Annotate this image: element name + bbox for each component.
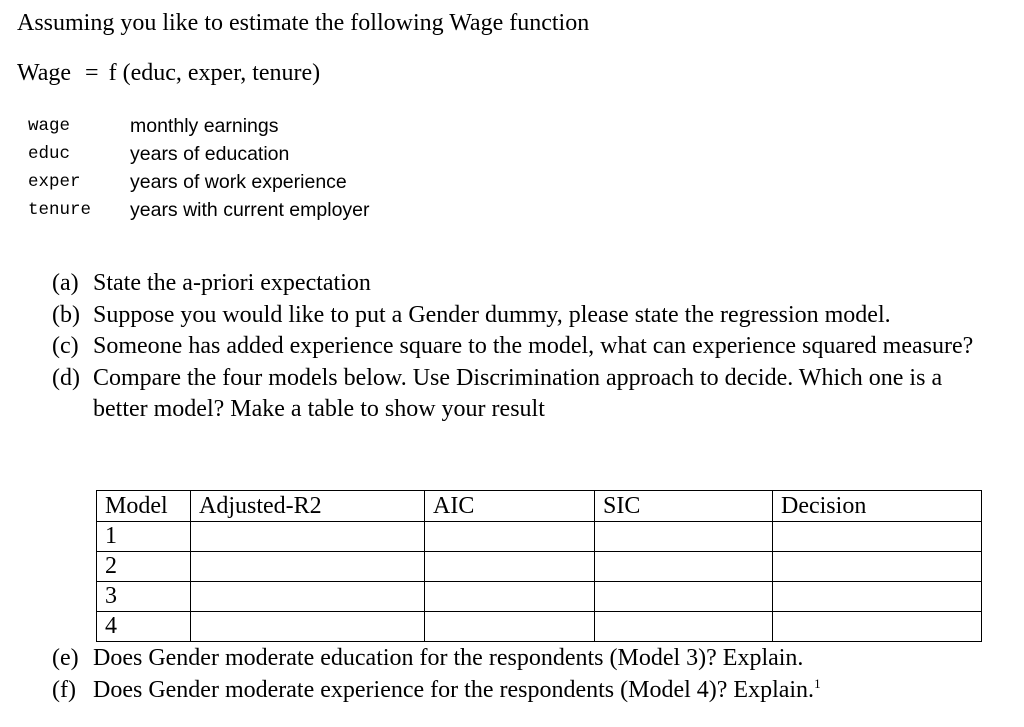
table-cell <box>425 582 595 612</box>
intro-text: Assuming you like to estimate the following Wage function <box>17 10 590 36</box>
table-row <box>97 522 982 552</box>
table-header: AIC <box>425 491 595 522</box>
variable-description: years with current employer <box>130 198 370 221</box>
table-cell <box>595 582 773 612</box>
table-row <box>97 582 982 612</box>
table-cell <box>425 612 595 642</box>
table-header-row <box>97 491 982 522</box>
question-c <box>52 331 1002 363</box>
variable-description: monthly earnings <box>130 114 279 137</box>
table-cell <box>773 552 982 582</box>
variable-name: educ <box>28 144 71 164</box>
footnote-marker: 1 <box>814 675 821 691</box>
question-e <box>52 643 1002 675</box>
question-text: Someone has added experience square to the model, what can experience squared measure? <box>93 333 974 359</box>
question-f <box>52 675 1002 707</box>
table-cell <box>595 522 773 552</box>
table-cell: 2 <box>97 552 191 582</box>
table-cell: 1 <box>97 522 191 552</box>
table-header: Adjusted-R2 <box>191 491 425 522</box>
variable-name: tenure <box>28 200 92 220</box>
table-header: Model <box>97 491 191 522</box>
table-cell <box>191 582 425 612</box>
variable-description: years of work experience <box>130 170 347 193</box>
question-b <box>52 300 1002 332</box>
table-cell <box>191 612 425 642</box>
table-cell <box>191 522 425 552</box>
question-list-continued <box>52 643 1002 706</box>
question-label: (a) <box>52 270 79 296</box>
table-cell <box>773 522 982 552</box>
question-label: (b) <box>52 301 80 328</box>
variable-row <box>28 168 370 196</box>
table-row <box>97 612 982 642</box>
variable-name: wage <box>28 116 71 136</box>
question-text: State the a-priori expectation <box>93 270 371 296</box>
wage-equation <box>17 60 320 87</box>
table-cell <box>773 582 982 612</box>
model-comparison-table <box>96 490 982 642</box>
question-label: (e) <box>52 645 79 671</box>
table-cell: 3 <box>97 582 191 612</box>
table-cell <box>425 522 595 552</box>
question-label: (f) <box>52 676 76 703</box>
question-text: Does Gender moderate experience for the respondents (Model 4)? Explain. <box>93 676 815 703</box>
question-text: Does Gender moderate education for the respondents (Model 3)? Explain. <box>93 645 804 671</box>
table-header: SIC <box>595 491 773 522</box>
question-text-wrap <box>93 675 1002 707</box>
question-a <box>52 268 1002 300</box>
question-d <box>52 363 1002 426</box>
variable-row <box>28 112 370 140</box>
table-cell <box>595 612 773 642</box>
question-label: (d) <box>52 364 80 391</box>
table-header: Decision <box>773 491 982 522</box>
table-cell <box>773 612 982 642</box>
variable-definitions <box>28 112 370 224</box>
question-text: Compare the four models below. Use Discrimination approach to decide. Which one is a better model? Make a table to show your result <box>93 364 943 422</box>
question-list <box>52 268 1002 426</box>
question-text: Suppose you would like to put a Gender dummy, please state the regression model. <box>93 301 891 328</box>
table-cell <box>595 552 773 582</box>
equation-lhs: Wage <box>17 60 72 86</box>
equation-equals: = <box>85 60 99 86</box>
variable-row <box>28 196 370 224</box>
variable-name: exper <box>28 172 81 192</box>
table-cell: 4 <box>97 612 191 642</box>
variable-description: years of education <box>130 142 290 165</box>
table-row <box>97 552 982 582</box>
question-label: (c) <box>52 333 79 359</box>
equation-rhs: f (educ, exper, tenure) <box>108 60 321 86</box>
table-cell <box>191 552 425 582</box>
variable-row <box>28 140 370 168</box>
table-cell <box>425 552 595 582</box>
